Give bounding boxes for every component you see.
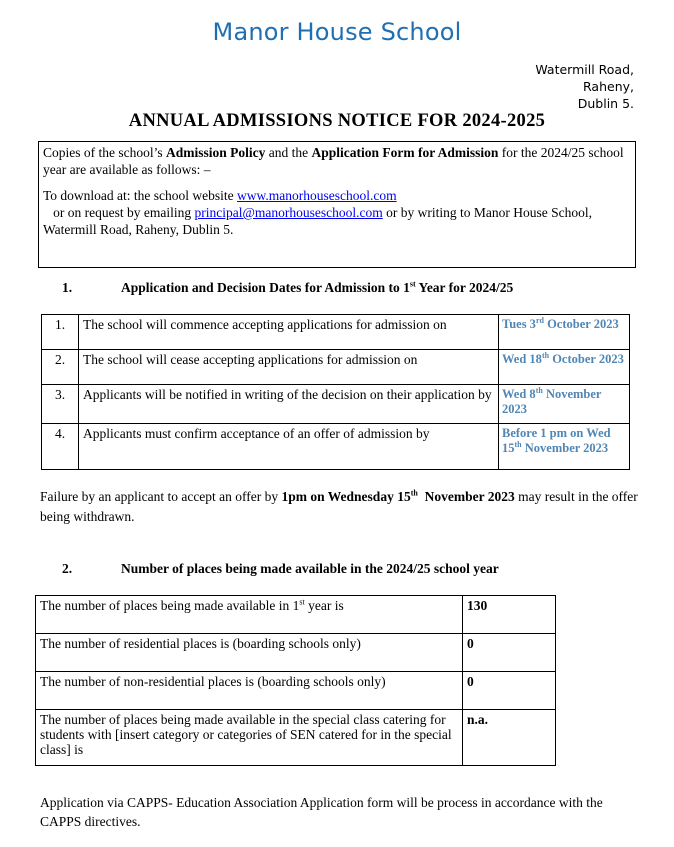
row-text: The school will cease accepting applications for admission on (79, 350, 499, 385)
section-title: Application and Decision Dates for Admission to 1st Year for 2024/25 (121, 279, 514, 295)
intro-box (38, 141, 636, 268)
intro-paragraph-2: To download at: the school website www.manorhouseschool.com or on request by emailing principal@manorhouseschool.com or by writing to Manor House School, Watermill Road, Raheny, Dublin 5. (43, 188, 592, 237)
row-label: The number of non-residential places is (boarding schools only) (36, 672, 463, 710)
address-line: Raheny, (583, 79, 634, 94)
section-number: 2. (62, 561, 73, 576)
row-text: Applicants will be notified in writing of the decision on their application by (79, 385, 499, 424)
table-row (42, 315, 630, 350)
row-text: The school will commence accepting applications for admission on (79, 315, 499, 350)
address-line: Watermill Road, (535, 62, 634, 77)
row-text: Applicants must confirm acceptance of an offer of admission by (79, 424, 499, 470)
address-line: Dublin 5. (577, 96, 634, 111)
row-value: 0 (463, 634, 556, 672)
notice-title: ANNUAL ADMISSIONS NOTICE FOR 2024-2025 (128, 111, 546, 131)
school-address (535, 61, 634, 112)
row-date: Wed 8th November 2023 (499, 385, 630, 424)
application-form-text: Application Form for Admission (311, 145, 499, 160)
row-label: The number of places being made available in 1st year is (36, 596, 463, 634)
failure-notice: Failure by an applicant to accept an offer by 1pm on Wednesday 15th November 2023 may result in the offer being withdrawn. (40, 488, 638, 524)
row-value: 130 (463, 596, 556, 634)
table-row (36, 596, 556, 634)
row-number: 2. (42, 350, 79, 385)
admission-policy-text: Admission Policy (166, 145, 266, 160)
row-date: Before 1 pm on Wed 15th November 2023 (499, 424, 630, 470)
row-date: Wed 18th October 2023 (499, 350, 630, 385)
school-name: Manor House School (212, 18, 462, 46)
places-table (35, 595, 556, 766)
row-date: Tues 3rd October 2023 (499, 315, 630, 350)
website-link[interactable]: www.manorhouseschool.com (237, 188, 397, 203)
row-value: 0 (463, 672, 556, 710)
dates-table (41, 314, 630, 470)
deadline-text: 1pm on Wednesday 15th November 2023 (281, 488, 515, 504)
table-row (36, 710, 556, 766)
row-label: The number of residential places is (boarding schools only) (36, 634, 463, 672)
row-number: 4. (42, 424, 79, 470)
row-value: n.a. (463, 710, 556, 766)
row-number: 1. (42, 315, 79, 350)
table-row (36, 634, 556, 672)
section-title: Number of places being made available in the 2024/25 school year (121, 561, 499, 576)
row-label: The number of places being made available in the special class catering for students with [insert category or categories of SEN catered for in the special class] is (36, 710, 463, 766)
email-link[interactable]: principal@manorhouseschool.com (194, 205, 383, 220)
footer-note: Application via CAPPS- Education Association Application form will be process in accordance with the CAPPS directives. (40, 795, 603, 829)
table-row (42, 385, 630, 424)
intro-paragraph-1: Copies of the school’s Admission Policy and the Application Form for Admission for the 2024/25 school year are available as follows: – (43, 145, 624, 177)
row-number: 3. (42, 385, 79, 424)
table-row (36, 672, 556, 710)
section-number: 1. (62, 280, 73, 295)
table-row (42, 350, 630, 385)
table-row (42, 424, 630, 470)
